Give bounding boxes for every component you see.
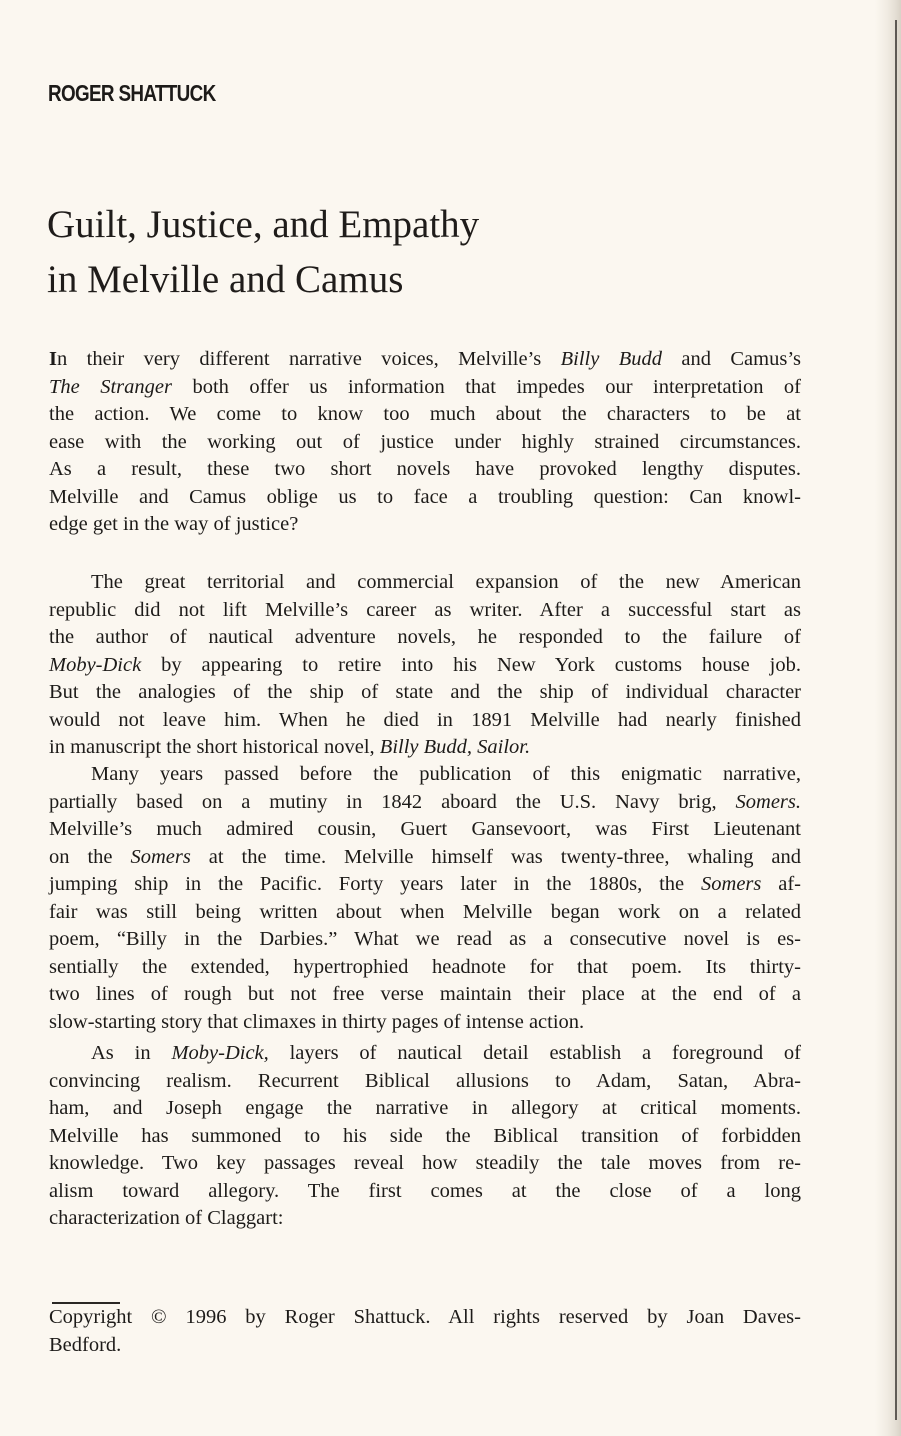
text-run: on the — [49, 845, 131, 868]
text-line: the author of nautical adventure novels, he responded to the failure of — [49, 626, 801, 648]
text-line: The great territorial and commercial expansion of the new American — [91, 571, 801, 593]
text-run: As in — [91, 1042, 172, 1064]
text-line: ham, and Joseph engage the narrative in allegory at critical moments. — [49, 1097, 801, 1119]
text-line: Bedford. — [49, 1333, 122, 1356]
paragraph-3 — [49, 761, 801, 1036]
text-line: edge get in the way of justice? — [49, 513, 299, 535]
text-run: at the time. Melville himself was twenty-three, whaling and — [190, 845, 802, 868]
text-line: convincing realism. Recurrent Biblical allusions to Adam, Satan, Abra- — [49, 1069, 801, 1092]
text-line — [49, 652, 801, 680]
text-run: by appearing to retire into his New York customs house job. — [141, 653, 801, 676]
text-line: Melville and Camus oblige us to face a troubling question: Can knowl- — [49, 485, 801, 508]
text-line: Many years passed before the publication of this enigmatic narrative, — [91, 763, 801, 785]
text-line: But the analogies of the ship of state and the ship of individual character — [49, 681, 801, 703]
text-line — [49, 871, 801, 899]
text-line: Melville’s much admired cousin, Guert Gansevoort, was First Lieutenant — [49, 818, 801, 840]
text-line: Melville has summoned to his side the Biblical transition of forbidden — [49, 1124, 801, 1147]
text-line: two lines of rough but not free verse maintain their place at the end of a — [49, 983, 801, 1005]
text-line: knowledge. Two key passages reveal how steadily the tale moves from re- — [49, 1152, 801, 1174]
page-edge-line — [895, 20, 897, 1420]
title-line-2: in Melville and Camus — [47, 258, 404, 301]
text-run: af- — [761, 873, 801, 895]
title-line-1: Guilt, Justice, and Empathy — [47, 203, 480, 246]
paragraph-2 — [49, 569, 801, 762]
copyright-footnote — [49, 1304, 801, 1359]
paragraph-4 — [49, 1040, 801, 1233]
drop-cap: I — [49, 348, 57, 370]
text-line: sentially the extended, hypertrophied headnote for that poem. Its thirty- — [49, 955, 801, 978]
text-line: ease with the working out of justice under highly strained circumstances. — [49, 430, 801, 453]
text-line: poem, “Billy in the Darbies.” What we read as a consecutive novel is es- — [49, 928, 801, 950]
text-run: partially based on a mutiny in 1842 aboard the U.S. Navy brig, — [49, 790, 736, 813]
text-line: slow-starting story that climaxes in thirty pages of intense action. — [49, 1010, 585, 1033]
text-run: in manuscript the short historical novel, — [49, 736, 380, 758]
italic-title: Somers. — [735, 790, 801, 813]
italic-title: Somers — [701, 873, 762, 895]
article-title — [47, 197, 767, 307]
text-run: n their very different narrative voices, Melville’s — [56, 348, 561, 370]
italic-title: The Stranger — [49, 375, 172, 398]
page-edge — [875, 0, 901, 1436]
text-line: republic did not lift Melville’s career as writer. After a successful start as — [49, 598, 801, 621]
italic-title: Somers — [130, 845, 191, 868]
text-line — [49, 734, 801, 762]
text-line: fair was still being written about when Melville began work on a related — [49, 900, 801, 923]
text-line — [49, 374, 801, 402]
italic-title: Moby-Dick — [49, 653, 142, 676]
text-line: the action. We come to know too much about the characters to be at — [49, 403, 801, 425]
author-name: ROGER SHATTUCK — [48, 80, 216, 106]
italic-title: Billy Budd, Sailor. — [379, 736, 531, 758]
text-line: would not leave him. When he died in 1891 Melville had nearly finished — [49, 708, 801, 731]
text-run: layers of nautical detail establish a foreground of — [268, 1042, 802, 1064]
text-line: Copyright © 1996 by Roger Shattuck. All rights reserved by Joan Daves- — [49, 1306, 801, 1328]
text-line: As a result, these two short novels have provoked lengthy disputes. — [49, 458, 801, 480]
text-line — [49, 844, 801, 872]
text-line — [49, 346, 801, 374]
paragraph-1 — [49, 346, 801, 539]
text-run: jumping ship in the Pacific. Forty years later in the 1880s, the — [49, 873, 702, 895]
italic-title: Billy Budd — [560, 348, 662, 370]
text-run: both offer us information that impedes our interpretation of — [171, 375, 801, 398]
text-line: alism toward allegory. The first comes at the close of a long — [49, 1179, 801, 1202]
text-run: and Camus’s — [662, 348, 801, 370]
text-line: characterization of Claggart: — [49, 1207, 284, 1229]
text-line — [49, 1040, 801, 1068]
text-line — [49, 789, 801, 817]
italic-title: Moby-Dick, — [171, 1042, 269, 1064]
